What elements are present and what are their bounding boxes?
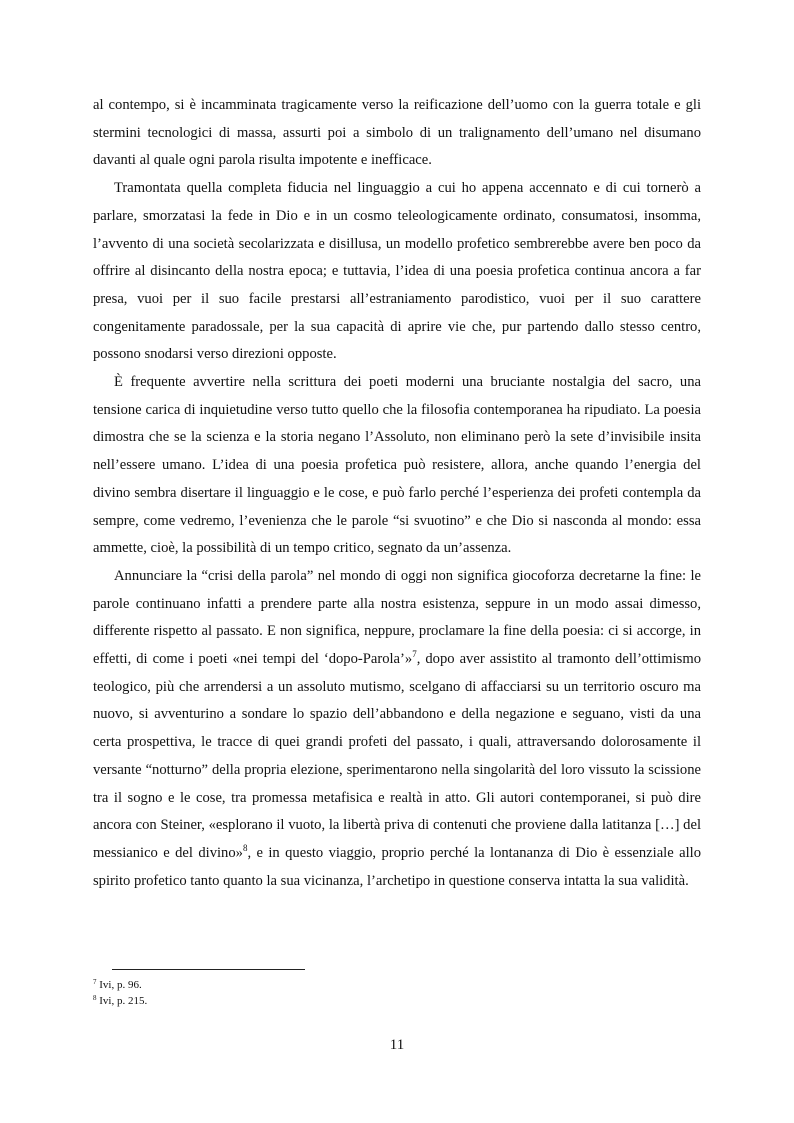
footnote (93, 977, 701, 993)
paragraph (93, 175, 701, 369)
footnote-number: 8 (93, 994, 97, 1002)
footnote-separator (112, 969, 305, 970)
footnote-text: Ivi, p. 96. (96, 979, 142, 991)
paragraph-text: al contempo, si è incamminata tragicamente verso la reificazione dell’uomo con la guerra totale e gli stermini tecnologici di massa, assurti poi a simbolo di un tralignamento dell’umano nel disumano davanti al quale ogni parola risulta impotente e inefficace. (93, 97, 701, 169)
footnote-ref: 7 (412, 649, 417, 660)
footnote-text: Ivi, p. 215. (96, 995, 148, 1007)
footnote (93, 993, 701, 1009)
paragraph (93, 369, 701, 563)
footnote-ref: 8 (242, 842, 248, 853)
footnotes (93, 977, 701, 1009)
paragraph-text: Tramontata quella completa fiducia nel linguaggio a cui ho appena accennato e di cui tornerò a parlare, smorzatasi la fede in Dio e in un cosmo teleologicamente ordinato, consumatosi, insomma, l’avvento di una società secolarizzata e disillusa, un modello profetico sembrerebbe avere ben poco da offrire al disincanto della nostra epoca; e tuttavia, l’idea di una poesia profetica continua ancora a far presa, vuoi per il suo facile prestarsi all’estraniamento parodistico, vuoi per il suo carattere congenitamente paradossale, per la sua capacità di aprire vie che, pur partendo dallo stesso centro, possono snodarsi verso direzioni opposte. (93, 180, 701, 363)
footnote-number: 7 (93, 978, 97, 986)
page-number: 11 (389, 1037, 405, 1053)
paragraph-text: È frequente avvertire nella scrittura dei poeti moderni una bruciante nostalgia del sacro, una tensione carica di inquietudine verso tutto quello che la filosofia contemporanea ha ripudiato. La poesia dimostra che se la scienza e la storia negano l’Assoluto, non eliminano però la sete d’invisibile insita nell’essere umano. L’idea di una poesia profetica può resistere, allora, anche quando l’energia del divino sembra disertare il linguaggio e le cose, e può farlo perché l’esperienza dei profeti contempla da sempre, come vedremo, l’evenienza che le parole “si svuotino” e che Dio si nasconda al mondo: essa ammette, cioè, la possibilità di un tempo critico, segnato da un’assenza. (93, 374, 701, 557)
paragraph-text: , dopo aver assistito al tramonto dell’ottimismo teologico, più che arrendersi a un assoluto mutismo, scelgano di affacciarsi su un territorio oscuro ma nuovo, si avventurino a sondare lo spazio dell’abbandono e della negazione e seguano, visti da una certa prospettiva, le tracce di quei grandi profeti del passato, i quali, attraversando dolorosamente il versante “notturno” della propria elezione, sperimentarono nella singolarità del loro vissuto la scissione tra il sogno e le cose, tra promessa metafisica e realtà in atto. Gli autori contemporanei, si può dire ancora con Steiner, «esplorano il vuoto, la libertà priva di contenuti che proviene dalla latitanza […] del messianico e del divino» (93, 651, 701, 861)
paragraph (93, 92, 701, 175)
paragraph (93, 563, 701, 895)
paragraph-text: , e in questo viaggio, proprio perché la lontananza di Dio è essenziale allo spirito profetico tanto quanto la sua vicinanza, l’archetipo in questione conserva intatta la sua validità. (93, 844, 701, 889)
body-text (93, 92, 701, 895)
paragraph-text: Annunciare la “crisi della parola” nel mondo di oggi non significa giocoforza decretarne la fine: le parole continuano infatti a prendere parte alla nostra esistenza, seppure in un modo assai dimesso, differente rispetto al passato. E non significa, neppure, proclamare la fine della poesia: ci si accorge, in effetti, di come i poeti «nei tempi del ‘dopo-Parola’» (93, 567, 701, 668)
